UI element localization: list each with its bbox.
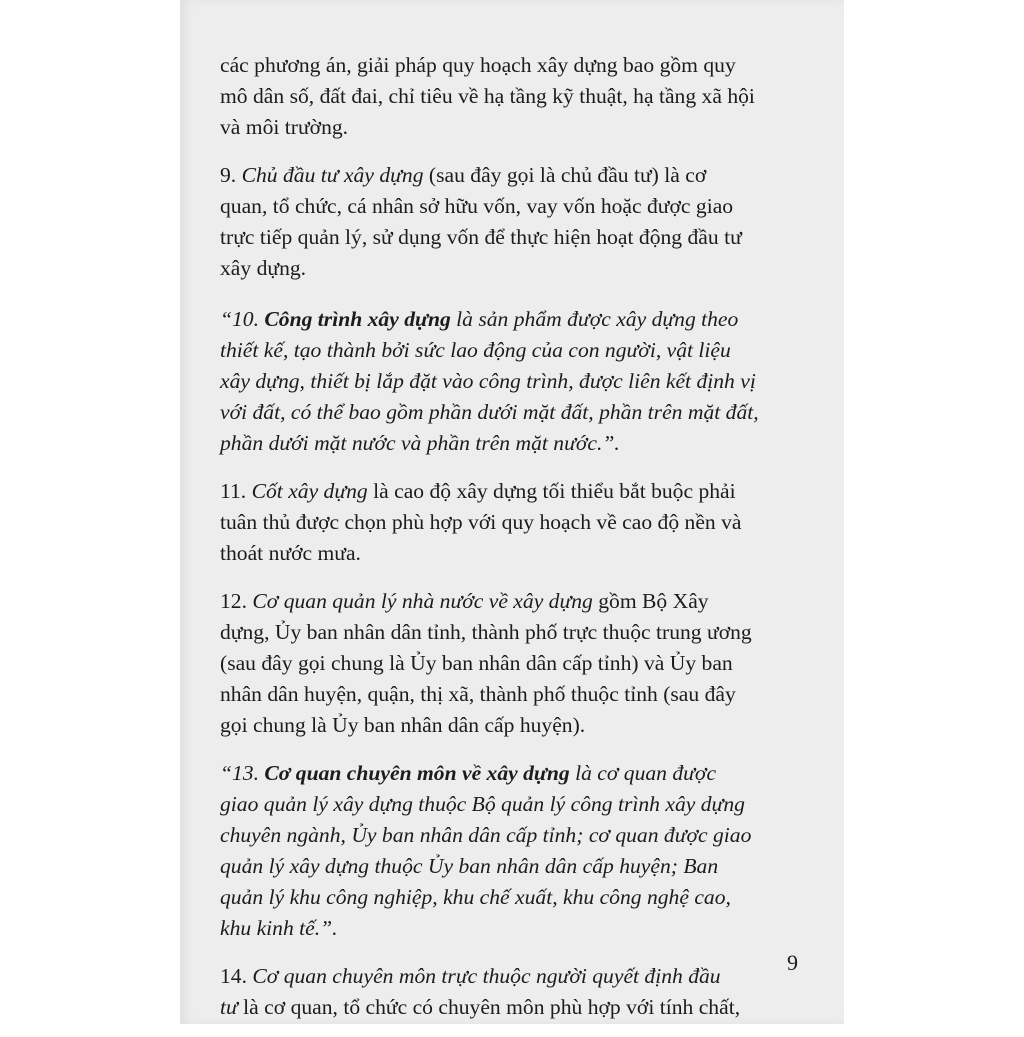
item-number: 14. xyxy=(220,964,253,988)
defined-term: Chủ đầu tư xây dựng xyxy=(241,163,424,187)
text-line: và môi trường. xyxy=(220,115,349,139)
text-line: dựng, Ủy ban nhân dân tỉnh, thành phố trực thuộc trung ương xyxy=(220,620,752,644)
text-line: khu kinh tế.”. xyxy=(220,916,338,940)
text-line: gọi chung là Ủy ban nhân dân cấp huyện). xyxy=(220,713,586,737)
item-number: 12. xyxy=(220,589,253,613)
text-fragment: là cơ quan, tổ chức có chuyên môn phù hợp với tính chất, xyxy=(237,995,741,1019)
text-line: quản lý xây dựng thuộc Ủy ban nhân dân cấp huyện; Ban xyxy=(220,854,719,878)
text-line: quan, tổ chức, cá nhân sở hữu vốn, vay vốn hoặc được giao xyxy=(220,194,734,218)
text-line: các phương án, giải pháp quy hoạch xây dựng bao gồm quy xyxy=(220,53,736,77)
text-line xyxy=(220,992,808,1023)
item-number: “13. xyxy=(220,761,265,785)
defined-term: Cốt xây dựng xyxy=(251,479,368,503)
text-line: với đất, có thể bao gồm phần dưới mặt đất, phần trên mặt đất, xyxy=(220,400,759,424)
text-line xyxy=(220,758,808,789)
text-line xyxy=(220,476,808,507)
text-fragment: gồm Bộ Xây xyxy=(592,589,709,613)
defined-term: Cơ quan chuyên môn trực thuộc người quyết định đầu xyxy=(252,964,721,988)
text-line: (sau đây gọi chung là Ủy ban nhân dân cấp tỉnh) và Ủy ban xyxy=(220,651,733,675)
text-line: thoát nước mưa. xyxy=(220,541,361,565)
defined-term: Cơ quan chuyên môn về xây dựng xyxy=(264,761,570,785)
paragraph-11 xyxy=(220,476,808,569)
book-page xyxy=(180,0,844,1024)
text-line: nhân dân huyện, quận, thị xã, thành phố thuộc tỉnh (sau đây xyxy=(220,682,736,706)
text-line: mô dân số, đất đai, chỉ tiêu về hạ tầng kỹ thuật, hạ tầng xã hội xyxy=(220,84,755,108)
text-line xyxy=(220,961,808,992)
text-line: xây dựng. xyxy=(220,256,307,280)
paragraph-13-amended xyxy=(220,758,808,944)
defined-term: tư xyxy=(220,995,238,1019)
paragraph-14 xyxy=(220,961,808,1023)
text-fragment: là cao độ xây dựng tối thiểu bắt buộc phải xyxy=(367,479,736,503)
paragraph-12 xyxy=(220,586,808,741)
text-line: trực tiếp quản lý, sử dụng vốn để thực hiện hoạt động đầu tư xyxy=(220,225,742,249)
text-line xyxy=(220,586,808,617)
text-line: xây dựng, thiết bị lắp đặt vào công trình, được liên kết định vị xyxy=(220,369,756,393)
item-number: “10. xyxy=(220,307,265,331)
defined-term: Công trình xây dựng xyxy=(264,307,451,331)
defined-term: Cơ quan quản lý nhà nước về xây dựng xyxy=(252,589,593,613)
text-line: thiết kế, tạo thành bởi sức lao động của con người, vật liệu xyxy=(220,338,731,362)
paragraph-10-amended xyxy=(220,304,808,459)
text-fragment: là cơ quan được xyxy=(569,761,717,785)
page-body-text xyxy=(220,50,808,1037)
text-line: giao quản lý xây dựng thuộc Bộ quản lý công trình xây dựng xyxy=(220,792,745,816)
page-number: 9 xyxy=(787,950,798,975)
text-line: phần dưới mặt nước và phần trên mặt nước.”. xyxy=(220,431,620,455)
text-line: chuyên ngành, Ủy ban nhân dân cấp tỉnh; cơ quan được giao xyxy=(220,823,752,847)
text-fragment: (sau đây gọi là chủ đầu tư) là cơ xyxy=(423,163,707,187)
item-number: 9. xyxy=(220,163,242,187)
text-line: quản lý khu công nghiệp, khu chế xuất, khu công nghệ cao, xyxy=(220,885,731,909)
text-line: tuân thủ được chọn phù hợp với quy hoạch về cao độ nền và xyxy=(220,510,742,534)
paragraph-8-tail xyxy=(220,50,808,143)
paragraph-9 xyxy=(220,160,808,284)
text-line xyxy=(220,304,808,335)
text-line xyxy=(220,160,808,191)
text-fragment: là sản phẩm được xây dựng theo xyxy=(450,307,739,331)
item-number: 11. xyxy=(220,479,252,503)
